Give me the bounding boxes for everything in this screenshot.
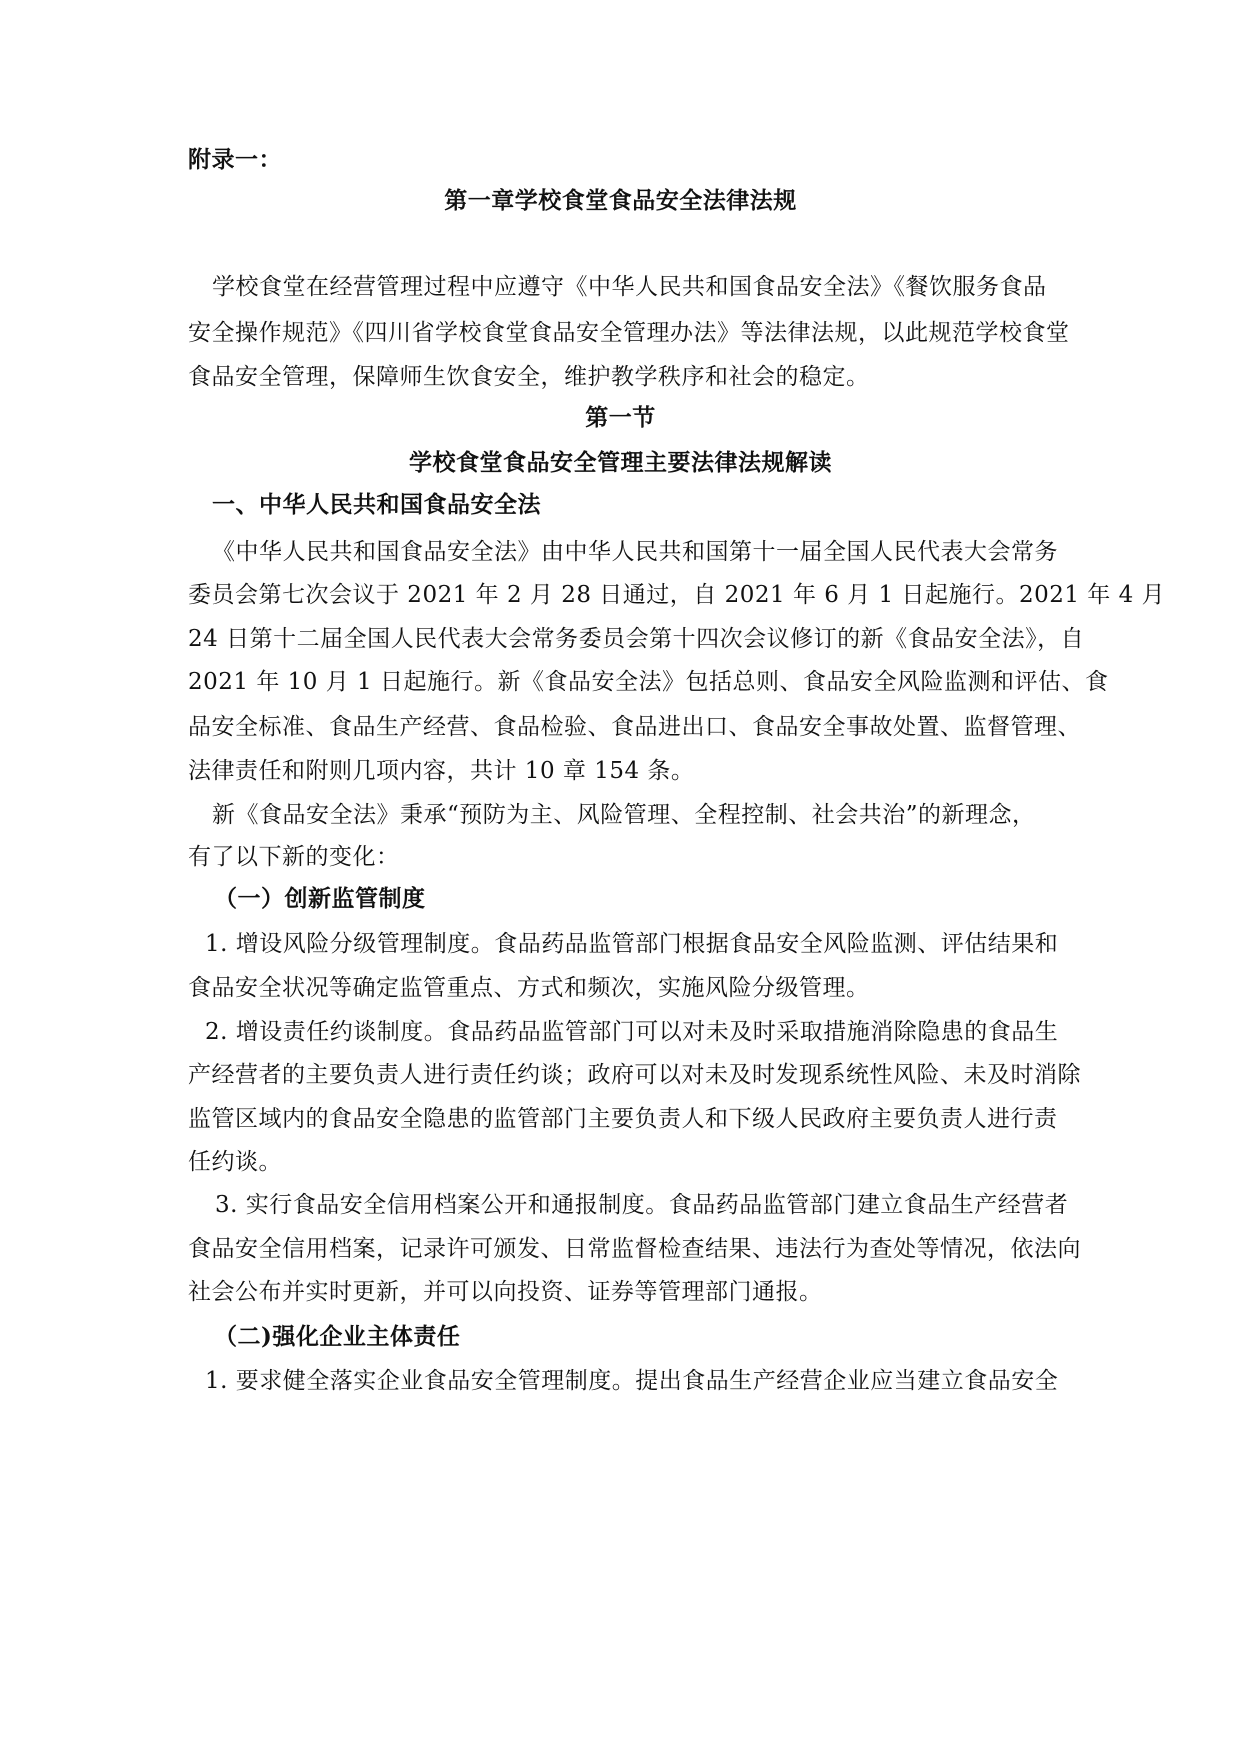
new-concept-line: 新《食品安全法》秉承“预防为主、风险管理、全程控制、社会共治”的新理念， [212, 802, 1036, 828]
new-concept-line: 有了以下新的变化： [188, 844, 400, 870]
item-credit-records: 社会公布并实时更新，并可以向投资、证券等管理部门通报。 [188, 1279, 823, 1305]
appendix-label: 附录一： [188, 146, 282, 173]
section-label: 第一节 [585, 404, 656, 431]
item-management-system: 1. 要求健全落实企业食品安全管理制度。提出食品生产经营企业应当建立食品安全 [205, 1368, 1059, 1394]
sub-heading-supervision: （一）创新监管制度 [214, 885, 426, 912]
law-paragraph-line: 《中华人民共和国食品安全法》由中华人民共和国第十一届全国人民代表大会常务 [212, 539, 1058, 565]
section-title: 学校食堂食品安全管理主要法律法规解读 [409, 449, 832, 476]
item-interview-system: 任约谈。 [188, 1149, 282, 1175]
intro-line: 安全操作规范》《四川省学校食堂食品安全管理办法》等法律法规，以此规范学校食堂 [188, 320, 1070, 346]
intro-line: 学校食堂在经营管理过程中应遵守《中华人民共和国食品安全法》《餐饮服务食品 [212, 274, 1047, 300]
intro-line: 食品安全管理，保障师生饮食安全，维护教学秩序和社会的稳定。 [188, 364, 870, 390]
law-paragraph-line: 24 日第十二届全国人民代表大会常务委员会第十四次会议修订的新《食品安全法》，自 [188, 626, 1085, 652]
law-paragraph-line: 法律责任和附则几项内容，共计 10 章 154 条。 [188, 758, 695, 784]
item-risk-grading: 1. 增设风险分级管理制度。食品药品监管部门根据食品安全风险监测、评估结果和 [205, 931, 1059, 957]
item-credit-records: 3. 实行食品安全信用档案公开和通报制度。食品药品监管部门建立食品生产经营者 [215, 1192, 1069, 1218]
item-interview-system: 产经营者的主要负责人进行责任约谈；政府可以对未及时发现系统性风险、未及时消除 [188, 1062, 1081, 1088]
sub-heading-enterprise: （二)强化企业主体责任 [214, 1323, 461, 1350]
item-risk-grading: 食品安全状况等确定监管重点、方式和频次，实施风险分级管理。 [188, 975, 870, 1001]
law-paragraph-line: 品安全标准、食品生产经营、食品检验、食品进出口、食品安全事故处置、监督管理、 [188, 714, 1081, 740]
law-paragraph-line: 2021 年 10 月 1 日起施行。新《食品安全法》包括总则、食品安全风险监测和评估、食 [188, 669, 1109, 695]
item-credit-records: 食品安全信用档案，记录许可颁发、日常监督检查结果、违法行为查处等情况，依法向 [188, 1236, 1081, 1262]
chapter-title: 第一章学校食堂食品安全法律法规 [444, 187, 797, 214]
item-interview-system: 监管区域内的食品安全隐患的监管部门主要负责人和下级人民政府主要负责人进行责 [188, 1106, 1058, 1132]
item-interview-system: 2. 增设责任约谈制度。食品药品监管部门可以对未及时采取措施消除隐患的食品生 [205, 1019, 1059, 1045]
law-paragraph-line: 委员会第七次会议于 2021 年 2 月 28 日通过，自 2021 年 6 月 1 日起施行。2021 年 4 月 [188, 582, 1166, 608]
heading-food-safety-law: 一、中华人民共和国食品安全法 [212, 491, 541, 518]
